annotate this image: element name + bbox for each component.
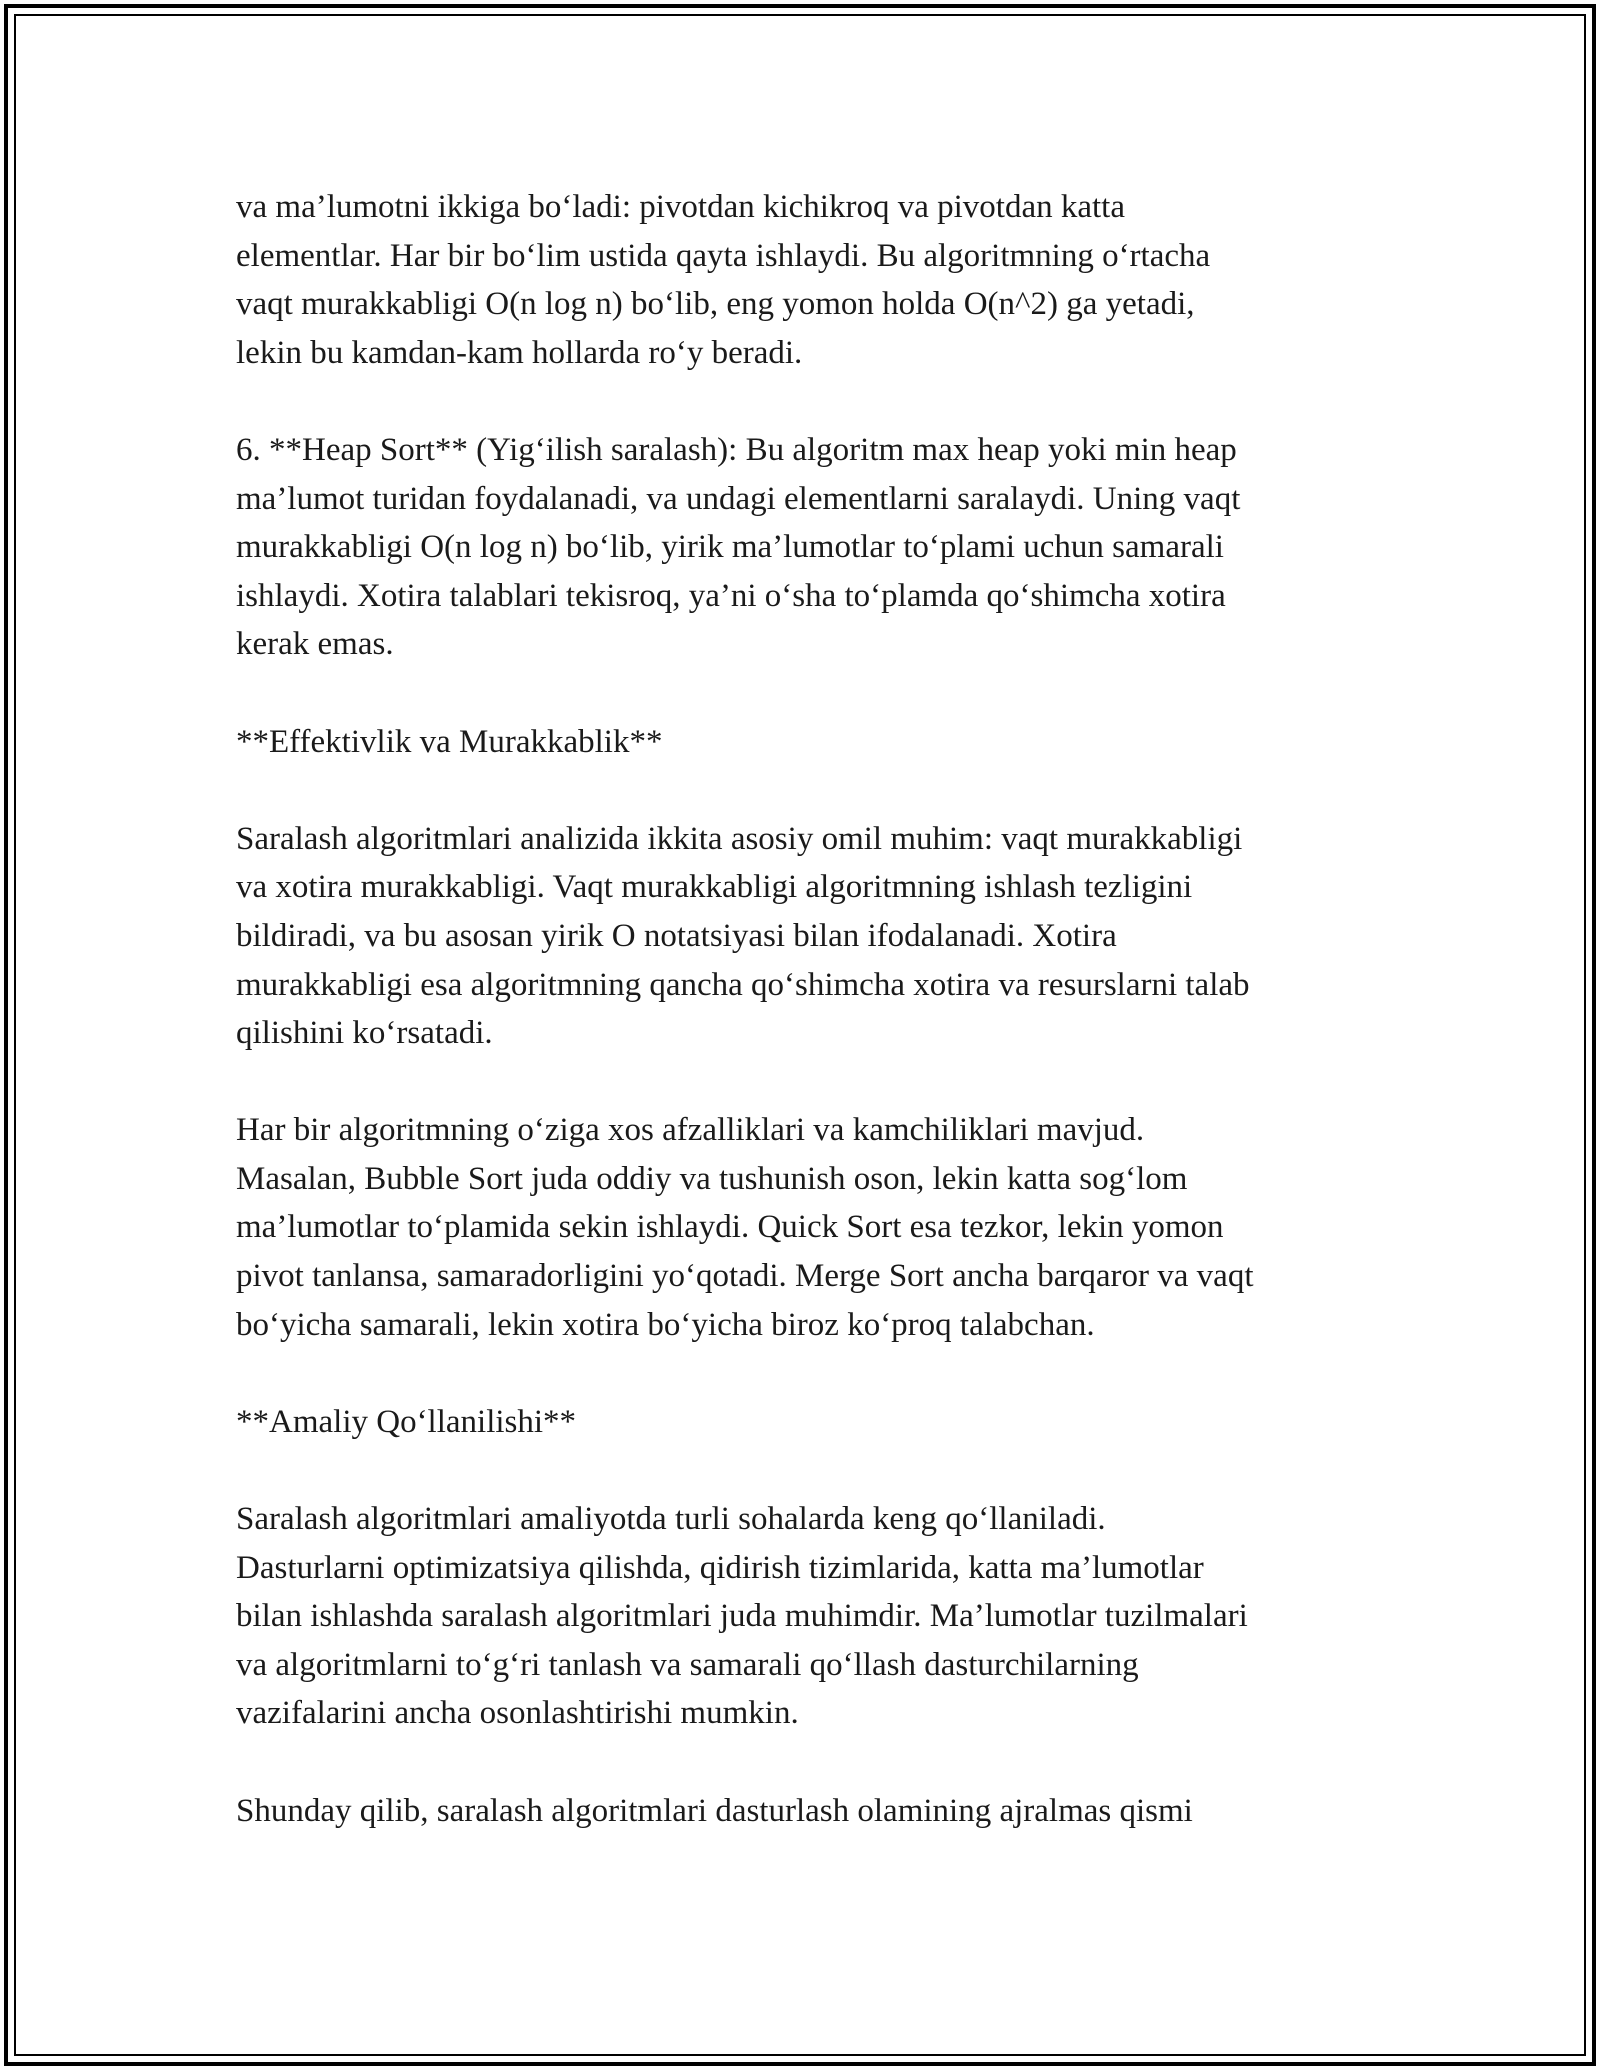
- heading-line: **Effektivlik va Murakkablik**: [236, 723, 663, 760]
- text-line: Saralash algoritmlari analizida ikkita asosiy omil muhim: vaqt murakkabligi: [236, 820, 1243, 857]
- text-line: vaqt murakkabligi O(n log n) bo‘lib, eng yomon holda O(n^2) ga yetadi,: [236, 286, 1195, 323]
- paragraph-complexity-analysis: [236, 815, 1386, 1058]
- text-line: va algoritmlarni to‘g‘ri tanlash va samarali qo‘llash dasturchilarning: [236, 1646, 1139, 1683]
- text-line: Masalan, Bubble Sort juda oddiy va tushunish oson, lekin katta sog‘lom: [236, 1160, 1188, 1197]
- section-heading-effektivlik: [236, 718, 1386, 767]
- text-line: bilan ishlashda saralash algoritmlari juda muhimdir. Ma’lumotlar tuzilmalari: [236, 1598, 1248, 1635]
- text-line: va xotira murakkabligi. Vaqt murakkabligi algoritmning ishlash tezligini: [236, 869, 1193, 906]
- paragraph-practical-use: [236, 1495, 1386, 1738]
- paragraph-pros-cons: [236, 1106, 1386, 1349]
- text-line: va ma’lumotni ikkiga bo‘ladi: pivotdan kichikroq va pivotdan katta: [236, 189, 1125, 225]
- paragraph-heap-sort: [236, 426, 1386, 669]
- text-line: elementlar. Har bir bo‘lim ustida qayta ishlaydi. Bu algoritmning o‘rtacha: [236, 237, 1211, 274]
- text-line: bo‘yicha samarali, lekin xotira bo‘yicha biroz ko‘proq talabchan.: [236, 1306, 1095, 1343]
- text-line: murakkabligi O(n log n) bo‘lib, yirik ma’lumotlar to‘plami uchun samarali: [236, 529, 1224, 566]
- text-line: Har bir algoritmning o‘ziga xos afzalliklari va kamchiliklari mavjud.: [236, 1112, 1145, 1149]
- document-body: [236, 183, 1386, 1835]
- heading-line: **Amaliy Qo‘llanilishi**: [236, 1403, 577, 1440]
- text-line: ma’lumotlar to‘plamida sekin ishlaydi. Quick Sort esa tezkor, lekin yomon: [236, 1209, 1224, 1246]
- text-line: Dasturlarni optimizatsiya qilishda, qidirish tizimlarida, katta ma’lumotlar: [236, 1549, 1204, 1586]
- text-line: qilishini ko‘rsatadi.: [236, 1015, 493, 1052]
- paragraph-conclusion: [236, 1787, 1386, 1836]
- section-heading-amaliy: [236, 1398, 1386, 1447]
- text-line: vazifalarini ancha osonlashtirishi mumkin.: [236, 1695, 799, 1732]
- paragraph-quick-sort-continuation: [236, 183, 1386, 377]
- text-line: ma’lumot turidan foydalanadi, va undagi elementlarni saralaydi. Uning vaqt: [236, 480, 1241, 517]
- text-line: 6. **Heap Sort** (Yig‘ilish saralash): Bu algoritm max heap yoki min heap: [236, 431, 1237, 468]
- text-line: kerak emas.: [236, 626, 394, 663]
- text-line: murakkabligi esa algoritmning qancha qo‘shimcha xotira va resurslarni talab: [236, 966, 1250, 1003]
- text-line: Shunday qilib, saralash algoritmlari dasturlash olamining ajralmas qismi: [236, 1792, 1193, 1829]
- text-line: ishlaydi. Xotira talablari tekisroq, ya’ni o‘sha to‘plamda qo‘shimcha xotira: [236, 577, 1226, 614]
- text-line: Saralash algoritmlari amaliyotda turli sohalarda keng qo‘llaniladi.: [236, 1501, 1106, 1538]
- text-line: pivot tanlansa, samaradorligini yo‘qotadi. Merge Sort ancha barqaror va vaqt: [236, 1258, 1254, 1295]
- text-line: lekin bu kamdan-kam hollarda ro‘y beradi.: [236, 334, 803, 371]
- text-line: bildiradi, va bu asosan yirik O notatsiyasi bilan ifodalanadi. Xotira: [236, 917, 1117, 954]
